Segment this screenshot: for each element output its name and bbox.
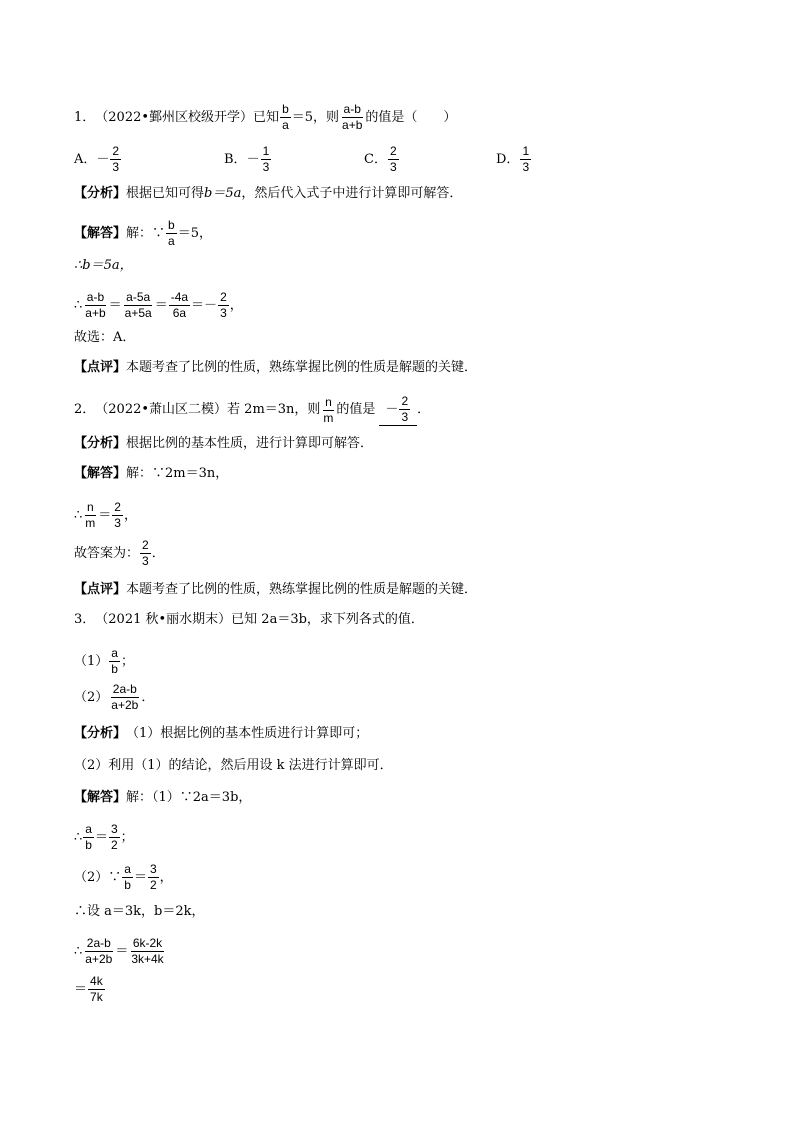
fraction-denominator: 3	[401, 410, 409, 424]
equals-sign: ＝	[98, 507, 112, 523]
q1-option-d	[496, 144, 532, 175]
q2-analysis	[74, 434, 373, 454]
fraction-denominator: 2	[149, 878, 157, 892]
q1-options	[74, 144, 554, 174]
q1-stem-b: ＝5，则	[291, 109, 340, 125]
q3-sol3-end: ，	[159, 869, 173, 885]
fraction-numerator: b	[282, 102, 289, 116]
q3-sol6-fraction	[88, 974, 105, 1005]
fraction-denominator: 3	[112, 160, 120, 174]
q3-part-2	[74, 682, 154, 713]
q3-solution-line-5	[74, 936, 167, 967]
fraction-denominator: 3	[522, 160, 530, 174]
q3-sol2-fraction-2	[109, 822, 120, 853]
fraction-denominator: a+2b	[111, 698, 139, 712]
q3-number: 3．	[74, 612, 96, 627]
part-label: （1）	[74, 653, 109, 669]
equals-sign: ＝	[154, 297, 168, 313]
q3-solution-line-1	[74, 788, 251, 808]
option-label: C．	[364, 151, 387, 167]
fraction-numerator: 2	[220, 290, 227, 304]
option-fraction	[261, 144, 272, 175]
q3-sol3-fraction-1	[122, 862, 133, 893]
q3-sol2-therefore: ∴	[74, 829, 83, 845]
q1-stem-a: 已知	[253, 109, 280, 125]
solution-tag: 【解答】	[74, 225, 127, 241]
fraction-denominator: 3	[262, 160, 270, 174]
q1-analysis-eq: b＝5a	[204, 186, 242, 201]
q3-sol5-fraction-2	[129, 936, 165, 967]
fraction-denominator: 3	[389, 160, 397, 174]
q3-analysis-line-1	[74, 724, 368, 744]
q3-analysis-1: （1）根据比例的基本性质进行计算即可；	[126, 726, 369, 741]
part-label: （2）	[74, 689, 109, 705]
fraction-numerator: 2	[112, 144, 120, 158]
fraction-numerator: a	[111, 646, 118, 660]
q2-review-text: 本题考查了比例的性质，熟练掌握比例的性质是解题的关键．	[126, 582, 478, 597]
fraction-numerator: n	[325, 394, 332, 409]
q1-sol3-fraction-2	[123, 290, 154, 321]
q1-option-b	[224, 144, 272, 175]
fraction-denominator: b	[85, 838, 92, 852]
q1-sol3-fraction-1	[83, 290, 107, 321]
part-end: ．	[141, 689, 155, 705]
fraction-numerator: 1	[522, 144, 530, 158]
q1-source: （2022•鄞州区校级开学）	[95, 109, 254, 125]
answer-sign: －	[385, 401, 399, 417]
fraction-numerator: 2	[142, 538, 149, 552]
q3-sol2-end: ；	[120, 829, 134, 845]
option-sign: －	[96, 151, 110, 167]
q2-stem	[74, 394, 430, 426]
fraction-denominator: b	[124, 878, 131, 892]
equals-sign: ＝	[115, 943, 129, 959]
q2-answer	[74, 538, 165, 569]
fraction-denominator: a+2b	[85, 952, 113, 966]
q1-given-fraction	[280, 102, 291, 133]
solution-tag: 【解答】	[74, 790, 127, 805]
equals-sign: ＝－	[191, 297, 218, 313]
q3-analysis-line-2: （2）利用（1）的结论，然后用设 k 法进行计算即可．	[74, 758, 393, 773]
q2-sol2-fraction-2	[112, 500, 123, 531]
part-end: ；	[120, 653, 134, 669]
fraction-denominator: 2	[110, 838, 118, 852]
q1-sol3-therefore: ∴	[74, 297, 83, 313]
q1-analysis-a: 根据已知可得	[126, 186, 205, 201]
q1-solution-line-2: ∴b＝5a，	[74, 258, 133, 273]
q1-analysis	[74, 184, 462, 204]
option-fraction	[520, 144, 531, 175]
q1-number: 1．	[74, 109, 96, 125]
fraction-denominator: 6a	[172, 306, 187, 320]
fraction-numerator: a	[124, 862, 131, 876]
q2-stem-end: ．	[417, 402, 431, 417]
q2-ask-fraction	[321, 395, 335, 426]
q2-sol2-therefore: ∴	[74, 507, 83, 523]
q2-number: 2．	[74, 402, 96, 417]
q2-answer-end: ．	[151, 545, 165, 561]
fraction-numerator: 3	[149, 862, 157, 876]
q1-sol1-fraction	[166, 218, 177, 249]
fraction-denominator: a	[168, 234, 175, 248]
q3-sol3-prefix: （2）∵	[74, 869, 122, 885]
fraction-denominator: 3k+4k	[131, 952, 164, 966]
q3-solution-line-6	[74, 974, 106, 1005]
review-tag: 【点评】	[74, 582, 127, 597]
q1-option-a	[74, 144, 122, 175]
q3-solution-line-3	[74, 862, 173, 893]
q3-stem	[74, 610, 424, 630]
fraction-numerator: a-b	[343, 102, 361, 116]
option-label: D．	[496, 151, 520, 167]
option-fraction	[388, 144, 399, 175]
analysis-tag: 【分析】	[74, 436, 127, 451]
q2-stem-b: 的值是	[336, 402, 376, 417]
q3-source: （2021 秋•丽水期末）	[95, 612, 232, 627]
fraction-denominator: 3	[220, 306, 227, 320]
q3-part-1	[74, 646, 134, 677]
q3-sol3-fraction-2	[148, 862, 159, 893]
analysis-tag: 【分析】	[74, 726, 127, 741]
equals-sign: ＝	[74, 981, 88, 997]
q1-sol3-end: ，	[229, 297, 243, 313]
fraction-numerator: -4a	[170, 290, 189, 304]
solution-tag: 【解答】	[74, 466, 127, 481]
fraction-numerator: a-5a	[126, 290, 151, 304]
q1-review-text: 本题考查了比例的性质，熟练掌握比例的性质是解题的关键．	[126, 360, 478, 375]
fraction-numerator: a-b	[86, 290, 105, 304]
q2-sol2-fraction-1	[83, 500, 97, 531]
q2-solution-line-1	[74, 464, 228, 484]
fraction-denominator: 7k	[90, 990, 103, 1004]
q3-solution-line-2	[74, 822, 134, 853]
equals-sign: ＝	[94, 829, 108, 845]
q3-sol5-fraction-1	[83, 936, 114, 967]
q1-option-c	[364, 144, 400, 175]
fraction-numerator: n	[86, 500, 94, 514]
q3-stem-text: 已知 2a＝3b，求下列各式的值．	[231, 612, 424, 627]
q2-stem-a: 若 2m＝3n，则	[227, 402, 321, 417]
q3-sol2-fraction-1	[83, 822, 94, 853]
q1-stem	[74, 102, 456, 133]
q1-solution-line-3	[74, 290, 243, 321]
q2-sol2-end: ，	[123, 507, 137, 523]
q2-source: （2022•萧山区二模）	[95, 402, 228, 417]
fraction-numerator: 2	[401, 394, 409, 408]
fraction-numerator: 4k	[90, 974, 103, 988]
fraction-numerator: 2a-b	[112, 682, 137, 696]
fraction-denominator: a+b	[85, 306, 106, 320]
q2-analysis-text: 根据比例的基本性质，进行计算即可解答．	[126, 436, 374, 451]
fraction-numerator: 3	[110, 822, 118, 836]
q1-ask-fraction	[340, 102, 364, 133]
q1-solution-line-1	[74, 218, 212, 249]
analysis-tag: 【分析】	[74, 186, 127, 201]
fraction-numerator: 1	[262, 144, 270, 158]
q2-answer-blank	[379, 394, 417, 426]
fraction-numerator: 2	[389, 144, 397, 158]
fraction-denominator: a+5a	[124, 306, 152, 320]
fraction-numerator: 2a-b	[86, 936, 111, 950]
fraction-denominator: 3	[142, 554, 149, 568]
fraction-numerator: b	[168, 218, 175, 232]
fraction-denominator: b	[111, 662, 118, 676]
option-fraction	[110, 144, 121, 175]
q2-review	[74, 580, 477, 600]
fraction-denominator: m	[323, 410, 334, 425]
fraction-numerator: a	[85, 822, 92, 836]
q2-sol1: 解：∵2m＝3n，	[126, 466, 229, 481]
q3-part-2-fraction	[109, 682, 140, 713]
equals-sign: ＝	[133, 869, 147, 885]
option-sign: －	[246, 151, 260, 167]
option-label: A．	[74, 151, 97, 167]
option-label: B．	[224, 151, 247, 167]
equals-sign: ＝	[108, 297, 122, 313]
q2-answer-prefix: 故答案为：	[74, 545, 140, 561]
q1-stem-c: 的值是（ ）	[365, 109, 457, 125]
q1-choice: 故选：A．	[74, 330, 136, 345]
fraction-denominator: 3	[114, 516, 121, 530]
q1-sol3-fraction-4	[218, 290, 229, 321]
fraction-denominator: a	[282, 118, 289, 132]
fraction-denominator: m	[85, 516, 96, 530]
fraction-numerator: 2	[114, 500, 121, 514]
fraction-numerator: 6k-2k	[132, 936, 163, 950]
q1-analysis-b: ，然后代入式子中进行计算即可解答．	[241, 186, 463, 201]
q1-review	[74, 358, 477, 378]
q2-answer-value-fraction	[140, 538, 151, 569]
q3-sol5-therefore: ∴	[74, 943, 83, 959]
q3-sol1: 解：（1）∵2a＝3b，	[126, 790, 252, 805]
q1-sol1-a: 解：∵	[126, 225, 166, 241]
q3-part-1-fraction	[109, 646, 120, 677]
fraction-denominator: a+b	[342, 118, 363, 132]
q1-sol1-b: ＝5，	[177, 225, 212, 241]
q1-sol3-fraction-3	[169, 290, 190, 321]
review-tag: 【点评】	[74, 360, 127, 375]
q3-solution-line-4: ∴设 a＝3k，b＝2k，	[74, 904, 205, 919]
q2-answer-fraction	[399, 394, 410, 425]
q2-solution-line-2	[74, 500, 137, 531]
